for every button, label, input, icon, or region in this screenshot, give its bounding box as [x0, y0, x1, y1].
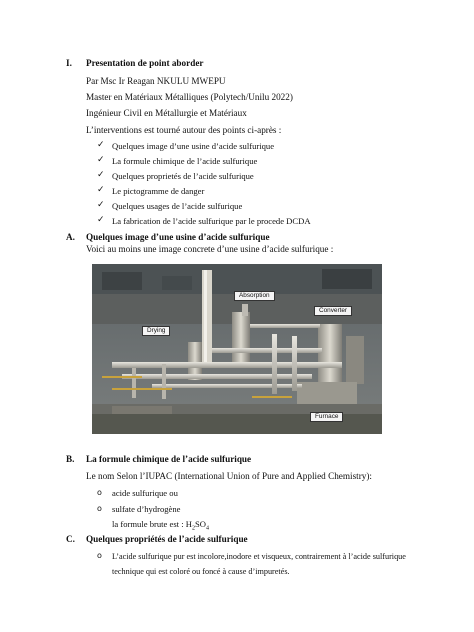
point-item: La fabrication de l’acide sulfurique par le procede DCDA: [112, 216, 311, 226]
formula-subscript: 2: [191, 525, 195, 532]
checkmark-icon: ✓: [97, 200, 105, 210]
section-title: Quelques image d’une usine d’acide sulfurique: [86, 232, 270, 242]
author-line: Par Msc Ir Reagan NKULU MWEPU: [86, 76, 226, 86]
section-intro: Voici au moins une image concrete d’une usine d’acide sulfurique :: [86, 244, 334, 254]
bullet-icon: o: [97, 504, 102, 513]
property-line: technique qui est coloré ou foncé à cause d’impuretés.: [112, 567, 290, 576]
furnace-label: Furnace: [310, 412, 343, 422]
iupac-line: Le nom Selon l’IUPAC (International Union of Pure and Applied Chemistry):: [86, 471, 372, 481]
converter-label: Converter: [314, 306, 352, 316]
section-numeral: I.: [66, 58, 72, 68]
section-letter: B.: [66, 454, 75, 464]
section-title: Presentation de point aborder: [86, 58, 204, 68]
point-item: Quelques usages de l’acide sulfurique: [112, 201, 243, 211]
formula-middle: SO: [194, 519, 206, 529]
section-title: La formule chimique de l’acide sulfurique: [86, 454, 252, 464]
point-item: Le pictogramme de danger: [112, 186, 205, 196]
point-item: Quelques proprietés de l’acide sulfurique: [112, 171, 254, 181]
property-line: L’acide sulfurique pur est incolore,inodore et visqueux, contrairement à l’acide sulfurique: [112, 552, 406, 561]
intro-line: L’interventions est tourné autour des points ci-après :: [86, 125, 282, 135]
checkmark-icon: ✓: [97, 215, 105, 225]
point-item: La formule chimique de l’acide sulfurique: [112, 156, 258, 166]
checkmark-icon: ✓: [97, 155, 105, 165]
name-item: acide sulfurique ou: [112, 488, 178, 498]
drying-label: Drying: [142, 326, 170, 336]
section-title: Quelques propriétés de l’acide sulfurique: [86, 534, 248, 544]
section-letter: A.: [66, 232, 75, 242]
degree-line: Master en Matériaux Métalliques (Polytech/Unilu 2022): [86, 92, 293, 102]
absorption-label: Absorption: [234, 291, 275, 301]
checkmark-icon: ✓: [97, 185, 105, 195]
bullet-icon: o: [97, 551, 102, 560]
checkmark-icon: ✓: [97, 140, 105, 150]
checkmark-icon: ✓: [97, 170, 105, 180]
acid-plant-photo: [92, 264, 382, 434]
plant-illustration: [92, 264, 382, 434]
name-item: sulfate d’hydrogène: [112, 504, 181, 514]
role-line: Ingénieur Civil en Métallurgie et Matériaux: [86, 108, 247, 118]
formula-subscript: 4: [205, 525, 209, 532]
bullet-icon: o: [97, 488, 102, 497]
formula-line: [112, 519, 209, 535]
formula-label: la formule brute est : H: [112, 519, 192, 529]
point-item: Quelques image d’une usine d’acide sulfurique: [112, 141, 275, 151]
section-letter: C.: [66, 534, 75, 544]
